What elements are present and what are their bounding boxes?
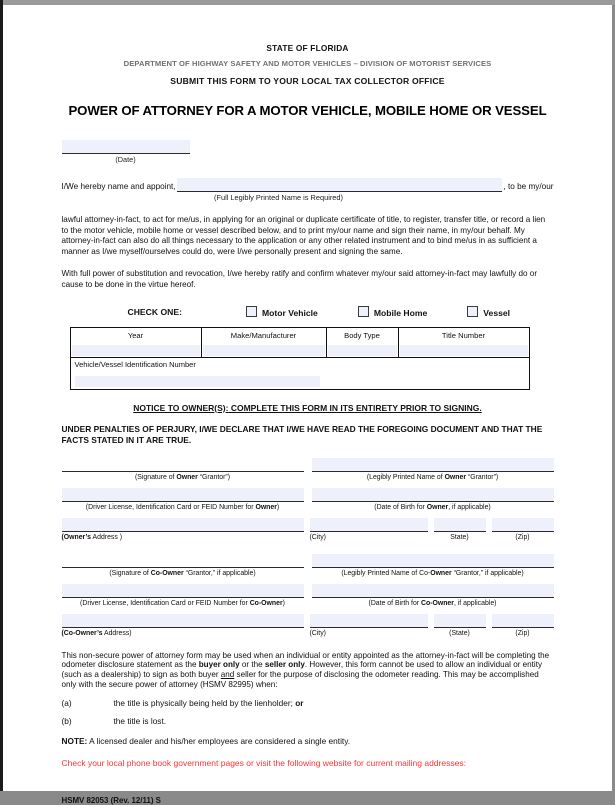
paragraph-authority: lawful attorney-in-fact, to act for me/us, in applying for an original or duplicate certificate of title, to register, transfer title, or record a lien to the motor vehicle, mobile home or vessel described below, and to print my/our name and sign their name, in my/our behalf. My attorney-in-fact can also do all things necessary to the application or any other related instrument and to bind me/us in as sufficient a manner as I/we myself/ourselves could do, were I/we personally present and signing the same. <box>61 215 546 256</box>
input-coowner-zip[interactable] <box>492 614 554 628</box>
column-header-make: Make/Manufacturer <box>202 328 327 343</box>
column-header-body-type: Body Type <box>327 328 399 343</box>
caption-coowner-printed-name: (Legibly Printed Name of Co-Owner “Grantor,” if applicable) <box>341 569 524 577</box>
date-caption: (Date) <box>115 155 136 164</box>
checkbox-label-mobile-home: Mobile Home <box>373 307 428 318</box>
checkbox-option-motor-vehicle[interactable] <box>246 306 318 318</box>
condition-a-text: the title is physically being held by the lienholder; or <box>113 698 304 709</box>
vin-row <box>71 358 529 387</box>
caption-coowner-license: (Driver License, Identification Card or FEID Number for Co-Owner) <box>80 599 285 607</box>
input-owner-license[interactable] <box>62 488 304 502</box>
cell-year[interactable] <box>71 343 202 357</box>
check-one-label: CHECK ONE: <box>127 306 182 317</box>
input-make[interactable] <box>203 345 325 356</box>
checkbox-icon-vessel[interactable] <box>467 306 478 317</box>
input-vin[interactable] <box>75 376 320 387</box>
input-coowner-address[interactable] <box>62 614 304 628</box>
input-coowner-state[interactable] <box>434 614 486 628</box>
condition-b-key: (b) <box>61 716 72 727</box>
input-coowner-dob[interactable] <box>312 584 554 598</box>
agency-department-line: DEPARTMENT OF HIGHWAY SAFETY AND MOTOR VEHICLES – DIVISION OF MOTORIST SERVICES <box>123 59 492 68</box>
input-body-type[interactable] <box>328 345 397 356</box>
form-identifier: HSMV 82053 (Rev. 12/11) S <box>61 796 161 805</box>
caption-coowner-signature: (Signature of Co-Owner “Grantor,” if applicable) <box>109 569 256 577</box>
notice-to-owners: NOTICE TO OWNER(S): COMPLETE THIS FORM IN ITS ENTIRETY PRIOR TO SIGNING. <box>133 402 482 413</box>
caption-owner-state: State) <box>450 533 469 541</box>
date-field-group <box>62 140 190 164</box>
input-owner-printed-name[interactable] <box>312 458 554 472</box>
checkbox-option-mobile-home[interactable] <box>358 306 427 318</box>
cell-title-number[interactable] <box>399 343 529 357</box>
appointee-caption: (Full Legibly Printed Name is Required) <box>214 193 343 202</box>
agency-state-line: STATE OF FLORIDA <box>266 43 349 53</box>
owner-signature-block <box>62 458 554 542</box>
vin-label: Vehicle/Vessel Identification Number <box>74 359 196 369</box>
caption-coowner-address: (Co-Owner’s Address) <box>61 629 132 637</box>
input-coowner-signature[interactable] <box>62 554 304 568</box>
caption-owner-license: (Driver License, Identification Card or FEID Number for Owner) <box>85 503 280 511</box>
cell-body-type[interactable] <box>327 343 399 357</box>
table-header-row <box>71 328 529 343</box>
appointee-suffix-text: , to be my/our <box>503 182 554 191</box>
caption-coowner-state: (State) <box>449 629 470 637</box>
caption-owner-signature: (Signature of Owner “Grantor”) <box>135 473 230 481</box>
checkbox-label-motor-vehicle: Motor Vehicle <box>261 307 318 318</box>
caption-owner-address: (Owner’s Address ) <box>61 533 123 541</box>
non-secure-poa-legal-text: This non-secure power of attorney form may be used when an individual or entity appointed as the attorney-in-fact will be completing the odometer disclosure statement as the buyer only or the seller only. However, this form cannot be used to allow an individual or entity (such as a dealership) to sign as both buyer and seller for the purpose of disclosing the odometer reading. This may be accomplished only with the secure power of attorney (HSMV 82995) when: <box>61 650 550 690</box>
page-title: POWER OF ATTORNEY FOR A MOTOR VEHICLE, MOBILE HOME OR VESSEL <box>68 103 547 118</box>
condition-item-a <box>62 698 554 708</box>
paragraph-substitution: With full power of substitution and revocation, I/we hereby ratify and confirm whatever my/our said attorney-in-fact may lawfully do or cause to be done in the virtue hereof. <box>61 269 538 289</box>
input-year[interactable] <box>72 345 200 356</box>
caption-owner-zip: (Zip) <box>515 533 530 541</box>
caption-coowner-city: (City) <box>309 629 326 637</box>
condition-item-b <box>62 716 554 726</box>
caption-owner-dob: (Date of Birth for Owner, if applicable) <box>374 503 491 511</box>
submit-instruction-line: SUBMIT THIS FORM TO YOUR LOCAL TAX COLLECTOR OFFICE <box>170 76 445 86</box>
input-owner-dob[interactable] <box>312 488 554 502</box>
column-header-title-number: Title Number <box>441 330 486 340</box>
input-coowner-city[interactable] <box>310 614 428 628</box>
coowner-signature-block <box>62 554 554 638</box>
appointee-prefix-text: I/We hereby name and appoint, <box>61 182 176 191</box>
date-input[interactable] <box>62 140 190 154</box>
checkbox-label-vessel: Vessel <box>483 307 511 318</box>
input-title-number[interactable] <box>400 345 528 356</box>
input-owner-city[interactable] <box>310 518 428 532</box>
checkbox-icon-motor-vehicle[interactable] <box>246 306 257 317</box>
appointee-name-input[interactable] <box>177 178 503 192</box>
mailing-address-notice: Check your local phone book government pages or visit the following website for current mailing addresses: <box>61 758 466 769</box>
input-owner-zip[interactable] <box>492 518 554 532</box>
checkbox-option-vessel[interactable] <box>467 306 510 318</box>
table-input-row <box>71 343 529 358</box>
note-line: NOTE: A licensed dealer and his/her employees are considered a single entity. <box>61 736 351 747</box>
caption-owner-city: (City) <box>309 533 326 541</box>
input-coowner-printed-name[interactable] <box>312 554 554 568</box>
appointee-row <box>62 178 554 192</box>
condition-b-text: the title is lost. <box>113 716 167 727</box>
input-owner-address[interactable] <box>62 518 304 532</box>
caption-coowner-zip: (Zip) <box>515 629 530 637</box>
cell-make[interactable] <box>202 343 327 357</box>
condition-a-key: (a) <box>61 698 72 709</box>
column-header-year: Year <box>71 328 202 343</box>
vehicle-description-table <box>70 327 530 390</box>
check-one-row <box>62 306 554 318</box>
perjury-statement: UNDER PENALTIES OF PERJURY, I/WE DECLARE THAT I/WE HAVE READ THE FOREGOING DOCUMENT AND THAT THE FACTS STATED IN IT ARE TRUE. <box>61 423 543 445</box>
caption-owner-printed-name: (Legibly Printed Name of Owner “Grantor”) <box>366 473 499 481</box>
checkbox-icon-mobile-home[interactable] <box>358 306 369 317</box>
input-owner-state[interactable] <box>434 518 486 532</box>
caption-coowner-dob: (Date of Birth for Co-Owner, if applicable) <box>368 599 497 607</box>
input-owner-signature[interactable] <box>62 458 304 472</box>
input-coowner-license[interactable] <box>62 584 304 598</box>
